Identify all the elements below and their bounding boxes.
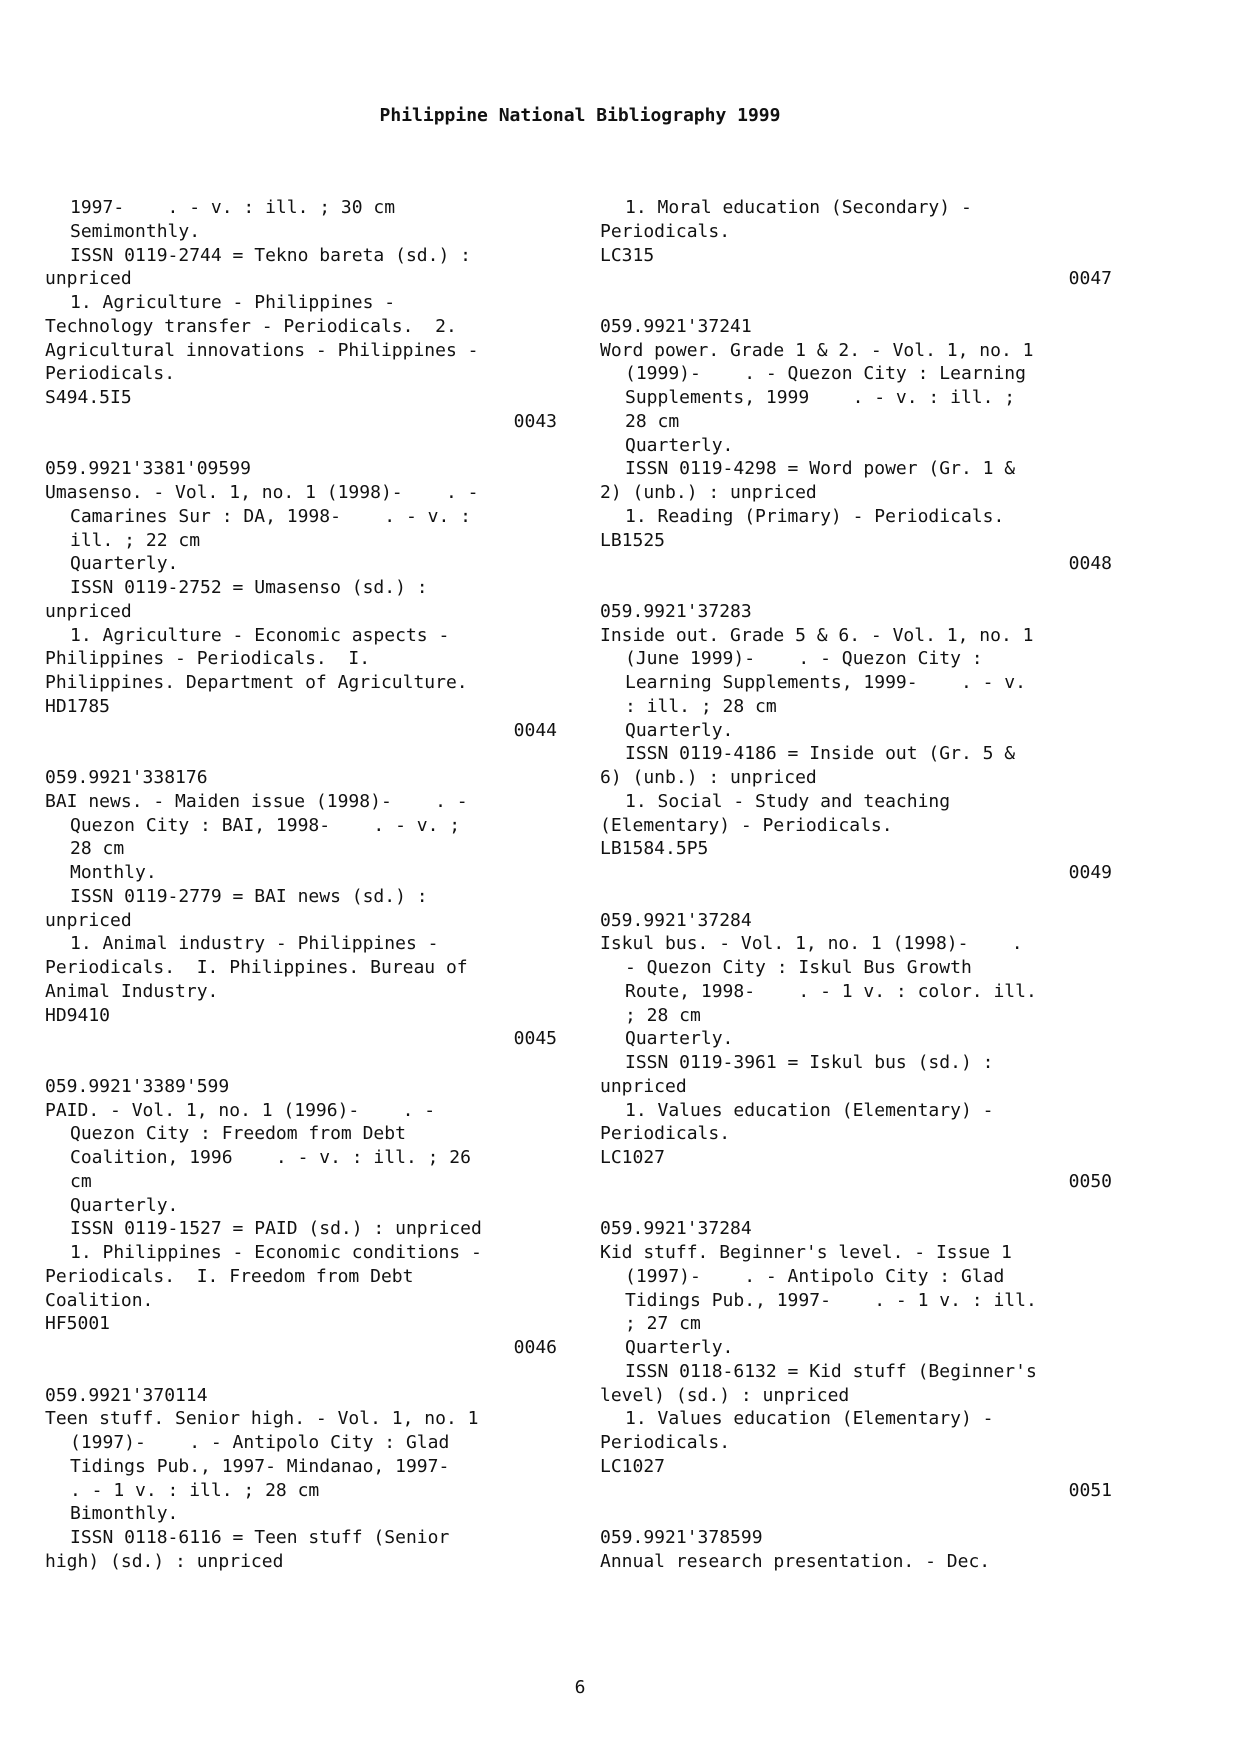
- bibliography-line: ISSN 0118-6132 = Kid stuff (Beginner's: [625, 1360, 1037, 1382]
- bibliography-line: 059.9921'3381'09599: [45, 458, 251, 480]
- bibliography-line: (Elementary) - Periodicals.: [600, 814, 893, 836]
- bibliography-line: Philippines - Periodicals. I.: [45, 648, 371, 670]
- bibliography-line: Teen stuff. Senior high. - Vol. 1, no. 1: [45, 1408, 479, 1430]
- bibliography-line: Quarterly.: [70, 1194, 179, 1216]
- bibliography-line: (1999)- . - Quezon City : Learning: [625, 363, 1026, 385]
- bibliography-line: Tidings Pub., 1997- Mindanao, 1997-: [70, 1455, 450, 1477]
- bibliography-line: Periodicals. I. Freedom from Debt: [45, 1265, 414, 1287]
- bibliography-line: PAID. - Vol. 1, no. 1 (1996)- . -: [45, 1099, 436, 1121]
- bibliography-line: (1997)- . - Antipolo City : Glad: [70, 1432, 450, 1453]
- bibliography-line: : ill. ; 28 cm: [625, 695, 777, 717]
- bibliography-line: high) (sd.) : unpriced: [45, 1550, 284, 1572]
- bibliography-line: 059.9921'37284: [600, 909, 752, 931]
- bibliography-line: - Quezon City : Iskul Bus Growth: [625, 957, 972, 978]
- bibliography-line: ISSN 0119-2752 = Umasenso (sd.) :: [70, 577, 428, 598]
- bibliography-line: HD9410: [45, 1004, 111, 1026]
- entry-number: 0051: [1068, 1479, 1112, 1501]
- bibliography-line: Quarterly.: [625, 719, 734, 741]
- bibliography-line: 1. Philippines - Economic conditions -: [70, 1242, 482, 1263]
- bibliography-line: 6) (unb.) : unpriced: [600, 767, 817, 788]
- entry-number: 0043: [513, 410, 557, 432]
- bibliography-line: ISSN 0119-2744 = Tekno bareta (sd.) :: [70, 244, 471, 266]
- bibliography-line: Iskul bus. - Vol. 1, no. 1 (1998)- .: [600, 933, 1023, 955]
- bibliography-line: ISSN 0119-4186 = Inside out (Gr. 5 &: [625, 743, 1016, 765]
- bibliography-line: Periodicals.: [600, 1432, 731, 1453]
- bibliography-line: cm: [70, 1170, 92, 1192]
- bibliography-line: 059.9921'37284: [600, 1218, 752, 1240]
- bibliography-line: 059.9921'338176: [45, 767, 208, 788]
- bibliography-line: unpriced: [45, 600, 132, 622]
- bibliography-line: 059.9921'3389'599: [45, 1075, 230, 1097]
- bibliography-line: 1. Values education (Elementary) -: [625, 1099, 994, 1121]
- bibliography-line: Quezon City : BAI, 1998- . - v. ;: [70, 814, 461, 836]
- bibliography-line: 1. Animal industry - Philippines -: [70, 933, 439, 955]
- bibliography-line: Learning Supplements, 1999- . - v.: [625, 672, 1026, 693]
- bibliography-line: unpriced: [45, 909, 132, 931]
- blank-line: [600, 1194, 1120, 1218]
- entry-number: 0044: [513, 719, 557, 741]
- bibliography-line: Philippines. Department of Agriculture.: [45, 672, 468, 693]
- bibliography-line: 1. Agriculture - Economic aspects -: [70, 624, 450, 646]
- bibliography-line: Route, 1998- . - 1 v. : color. ill.: [625, 980, 1037, 1002]
- bibliography-line: BAI news. - Maiden issue (1998)- . -: [45, 790, 468, 812]
- entry-number: 0045: [513, 1028, 557, 1050]
- bibliography-line: Periodicals.: [45, 363, 176, 385]
- bibliography-line: LC1027: [600, 1147, 666, 1168]
- bibliography-line: Periodicals.: [600, 1123, 731, 1145]
- bibliography-line: level) (sd.) : unpriced: [600, 1384, 850, 1406]
- bibliography-line: LC315: [600, 244, 655, 266]
- bibliography-line: 1. Reading (Primary) - Periodicals.: [625, 505, 1005, 527]
- bibliography-line: unpriced: [600, 1075, 687, 1097]
- entry-number: 0046: [513, 1337, 557, 1358]
- bibliography-line: 059.9921'37283: [600, 600, 752, 622]
- bibliography-line: 059.9921'370114: [45, 1384, 208, 1406]
- blank-line: [45, 434, 565, 458]
- bibliography-line: Quarterly.: [625, 434, 734, 456]
- bibliography-line: ISSN 0119-4298 = Word power (Gr. 1 &: [625, 458, 1016, 480]
- blank-line: [45, 742, 565, 766]
- bibliography-line: Tidings Pub., 1997- . - 1 v. : ill.: [625, 1289, 1037, 1311]
- bibliography-line: Quarterly.: [625, 1337, 734, 1358]
- bibliography-line: . - 1 v. : ill. ; 28 cm: [70, 1479, 320, 1501]
- bibliography-line: Periodicals.: [600, 220, 731, 242]
- page-number: 6: [574, 1677, 586, 1698]
- bibliography-line: HF5001: [45, 1313, 111, 1335]
- left-column: [45, 196, 565, 1574]
- bibliography-line: ; 28 cm: [625, 1004, 701, 1026]
- bibliography-line: Coalition.: [45, 1289, 154, 1311]
- entry-number: 0050: [1068, 1170, 1112, 1192]
- bibliography-line: S494.5I5: [45, 387, 132, 408]
- bibliography-line: (1997)- . - Antipolo City : Glad: [625, 1265, 1005, 1287]
- bibliography-line: HD1785: [45, 695, 111, 717]
- bibliography-line: Animal Industry.: [45, 980, 219, 1002]
- bibliography-line: Semimonthly.: [70, 220, 201, 242]
- bibliography-line: LC1027: [600, 1455, 666, 1477]
- bibliography-line: (June 1999)- . - Quezon City :: [625, 648, 983, 670]
- bibliography-line: Agricultural innovations - Philippines -: [45, 339, 479, 361]
- bibliography-line: LB1584.5P5: [600, 838, 709, 860]
- blank-line: [600, 885, 1120, 909]
- bibliography-line: 1. Social - Study and teaching: [625, 790, 951, 812]
- bibliography-line: Camarines Sur : DA, 1998- . - v. :: [70, 505, 471, 527]
- bibliography-line: 2) (unb.) : unpriced: [600, 482, 817, 503]
- bibliography-line: Annual research presentation. - Dec.: [600, 1550, 991, 1572]
- bibliography-line: ; 27 cm: [625, 1313, 701, 1335]
- bibliography-line: 28 cm: [70, 838, 125, 860]
- bibliography-line: ISSN 0119-1527 = PAID (sd.) : unpriced: [70, 1218, 482, 1240]
- bibliography-line: Quarterly.: [70, 553, 179, 575]
- bibliography-line: Coalition, 1996 . - v. : ill. ; 26: [70, 1147, 471, 1168]
- bibliography-line: Technology transfer - Periodicals. 2.: [45, 315, 457, 337]
- blank-line: [45, 1051, 565, 1075]
- entry-number: 0047: [1068, 268, 1112, 290]
- bibliography-line: unpriced: [45, 268, 132, 290]
- bibliography-line: 1. Agriculture - Philippines -: [70, 292, 396, 313]
- blank-line: [600, 291, 1120, 315]
- bibliography-line: Periodicals. I. Philippines. Bureau of: [45, 957, 468, 978]
- bibliography-line: Quarterly.: [625, 1028, 734, 1050]
- right-column: [600, 196, 1120, 1574]
- bibliography-line: Kid stuff. Beginner's level. - Issue 1: [600, 1242, 1012, 1263]
- bibliography-line: 1. Moral education (Secondary) -: [625, 197, 972, 218]
- bibliography-line: 059.9921'37241: [600, 315, 752, 337]
- bibliography-line: Inside out. Grade 5 & 6. - Vol. 1, no. 1: [600, 624, 1034, 646]
- bibliography-line: Monthly.: [70, 862, 157, 883]
- entry-number: 0048: [1068, 553, 1112, 575]
- bibliography-line: Quezon City : Freedom from Debt: [70, 1123, 406, 1145]
- bibliography-line: Umasenso. - Vol. 1, no. 1 (1998)- . -: [45, 482, 479, 503]
- bibliography-line: ISSN 0119-2779 = BAI news (sd.) :: [70, 885, 428, 907]
- blank-line: [600, 1502, 1120, 1526]
- bibliography-line: 1997- . - v. : ill. ; 30 cm: [70, 197, 396, 218]
- bibliography-line: 28 cm: [625, 410, 680, 432]
- blank-line: [45, 1360, 565, 1384]
- bibliography-line: LB1525: [600, 529, 666, 551]
- bibliography-line: ISSN 0118-6116 = Teen stuff (Senior: [70, 1527, 450, 1548]
- bibliography-line: 059.9921'378599: [600, 1527, 763, 1548]
- entry-number: 0049: [1068, 862, 1112, 883]
- blank-line: [600, 576, 1120, 600]
- page-title: Philippine National Bibliography 1999: [379, 105, 781, 126]
- bibliography-line: Bimonthly.: [70, 1503, 179, 1525]
- bibliography-line: Supplements, 1999 . - v. : ill. ;: [625, 387, 1016, 408]
- bibliography-line: ISSN 0119-3961 = Iskul bus (sd.) :: [625, 1052, 994, 1073]
- bibliography-line: 1. Values education (Elementary) -: [625, 1408, 994, 1430]
- bibliography-line: ill. ; 22 cm: [70, 529, 201, 551]
- bibliography-line: Word power. Grade 1 & 2. - Vol. 1, no. 1: [600, 339, 1034, 361]
